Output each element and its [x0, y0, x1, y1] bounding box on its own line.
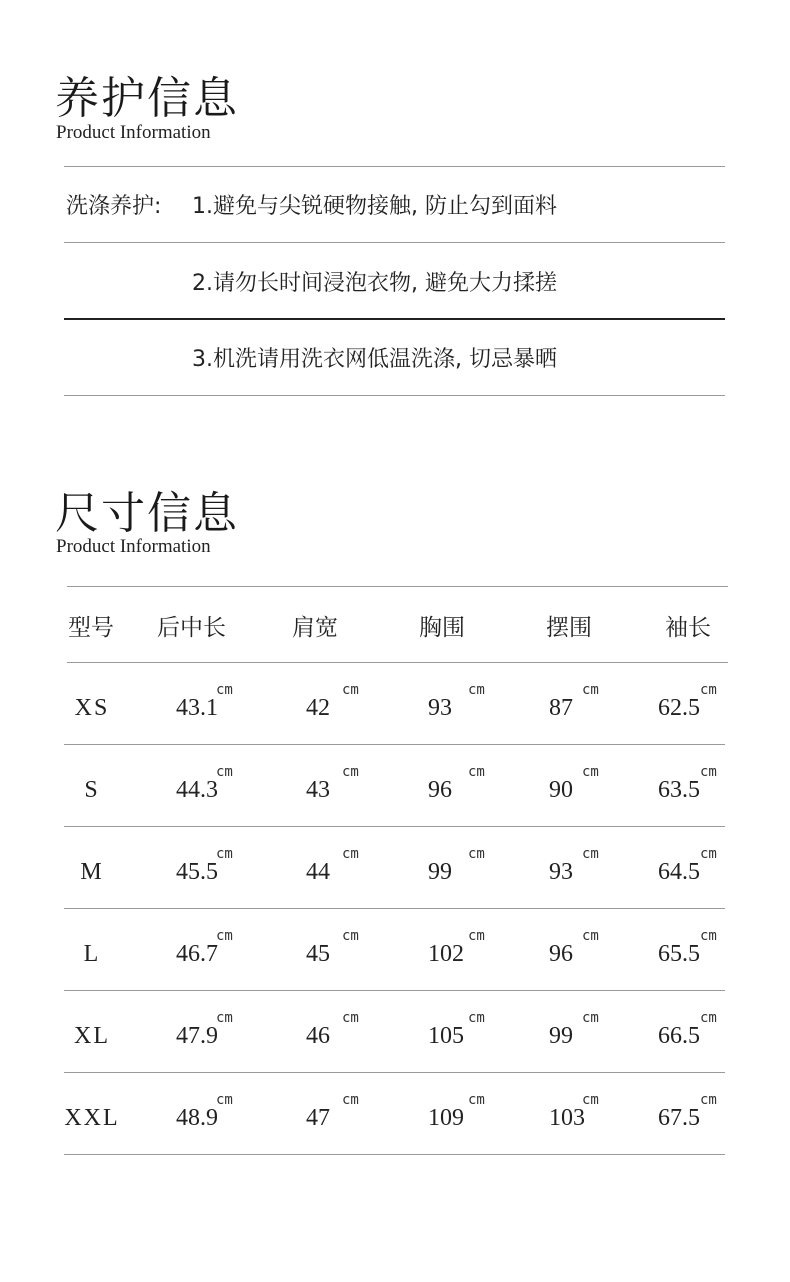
unit-label: cm — [468, 764, 485, 780]
care-label: 洗涤养护: — [66, 194, 162, 219]
table-top-border — [67, 586, 728, 587]
unit-label: cm — [216, 682, 233, 698]
hem-value: 90 — [549, 777, 573, 803]
sleeve-value: 66.5 — [658, 1023, 700, 1049]
size-cell: XXL — [64, 1105, 120, 1131]
header-sleeve: 袖长 — [665, 615, 711, 641]
header-divider — [67, 662, 728, 663]
header-shoulder: 肩宽 — [292, 615, 338, 641]
hem-value: 93 — [549, 859, 573, 885]
shoulder-value: 45 — [306, 941, 330, 967]
unit-label: cm — [216, 1010, 233, 1026]
hem-value: 99 — [549, 1023, 573, 1049]
chest-value: 99 — [428, 859, 452, 885]
shoulder-value: 43 — [306, 777, 330, 803]
back-length-value: 47.9 — [176, 1023, 218, 1049]
unit-label: cm — [582, 764, 599, 780]
chest-value: 102 — [428, 941, 464, 967]
unit-label: cm — [468, 928, 485, 944]
hem-value: 87 — [549, 695, 573, 721]
back-length-value: 48.9 — [176, 1105, 218, 1131]
size-subtitle: Product Information — [56, 536, 211, 557]
shoulder-value: 47 — [306, 1105, 330, 1131]
header-size: 型号 — [68, 615, 114, 641]
header-chest: 胸围 — [419, 615, 465, 641]
row-divider — [64, 990, 725, 991]
sleeve-value: 65.5 — [658, 941, 700, 967]
chest-value: 93 — [428, 695, 452, 721]
unit-label: cm — [700, 846, 717, 862]
unit-label: cm — [342, 1010, 359, 1026]
sleeve-value: 67.5 — [658, 1105, 700, 1131]
unit-label: cm — [216, 1092, 233, 1108]
care-item-3: 3.机洗请用洗衣网低温洗涤, 切忌暴晒 — [192, 347, 557, 372]
divider — [64, 242, 725, 243]
row-divider — [64, 908, 725, 909]
unit-label: cm — [700, 682, 717, 698]
unit-label: cm — [582, 1092, 599, 1108]
sleeve-value: 63.5 — [658, 777, 700, 803]
row-divider — [64, 1072, 725, 1073]
unit-label: cm — [342, 1092, 359, 1108]
unit-label: cm — [468, 1010, 485, 1026]
unit-label: cm — [582, 682, 599, 698]
header-hem: 摆围 — [546, 615, 592, 641]
unit-label: cm — [582, 1010, 599, 1026]
care-title: 养护信息 — [55, 73, 239, 124]
divider — [64, 395, 725, 396]
care-item-2: 2.请勿长时间浸泡衣物, 避免大力揉搓 — [192, 271, 557, 296]
unit-label: cm — [342, 928, 359, 944]
row-divider — [64, 1154, 725, 1155]
size-cell: L — [83, 941, 101, 967]
care-subtitle: Product Information — [56, 122, 211, 143]
size-title: 尺寸信息 — [55, 488, 239, 539]
shoulder-value: 42 — [306, 695, 330, 721]
unit-label: cm — [342, 682, 359, 698]
row-divider — [64, 744, 725, 745]
sleeve-value: 62.5 — [658, 695, 700, 721]
header-back-length: 后中长 — [157, 615, 226, 641]
unit-label: cm — [468, 682, 485, 698]
chest-value: 105 — [428, 1023, 464, 1049]
unit-label: cm — [216, 846, 233, 862]
hem-value: 103 — [549, 1105, 585, 1131]
unit-label: cm — [700, 928, 717, 944]
care-item-1: 1.避免与尖锐硬物接触, 防止勾到面料 — [192, 194, 557, 219]
sleeve-value: 64.5 — [658, 859, 700, 885]
size-cell: XS — [74, 695, 110, 721]
unit-label: cm — [342, 764, 359, 780]
size-cell: S — [84, 777, 100, 803]
unit-label: cm — [342, 846, 359, 862]
unit-label: cm — [216, 928, 233, 944]
unit-label: cm — [700, 1092, 717, 1108]
back-length-value: 45.5 — [176, 859, 218, 885]
unit-label: cm — [700, 1010, 717, 1026]
back-length-value: 43.1 — [176, 695, 218, 721]
unit-label: cm — [582, 928, 599, 944]
size-cell: M — [80, 859, 104, 885]
divider — [64, 166, 725, 167]
divider — [64, 318, 725, 320]
hem-value: 96 — [549, 941, 573, 967]
shoulder-value: 46 — [306, 1023, 330, 1049]
shoulder-value: 44 — [306, 859, 330, 885]
chest-value: 109 — [428, 1105, 464, 1131]
unit-label: cm — [468, 1092, 485, 1108]
back-length-value: 46.7 — [176, 941, 218, 967]
unit-label: cm — [700, 764, 717, 780]
unit-label: cm — [216, 764, 233, 780]
unit-label: cm — [468, 846, 485, 862]
chest-value: 96 — [428, 777, 452, 803]
row-divider — [64, 826, 725, 827]
unit-label: cm — [582, 846, 599, 862]
size-cell: XL — [74, 1023, 110, 1049]
back-length-value: 44.3 — [176, 777, 218, 803]
